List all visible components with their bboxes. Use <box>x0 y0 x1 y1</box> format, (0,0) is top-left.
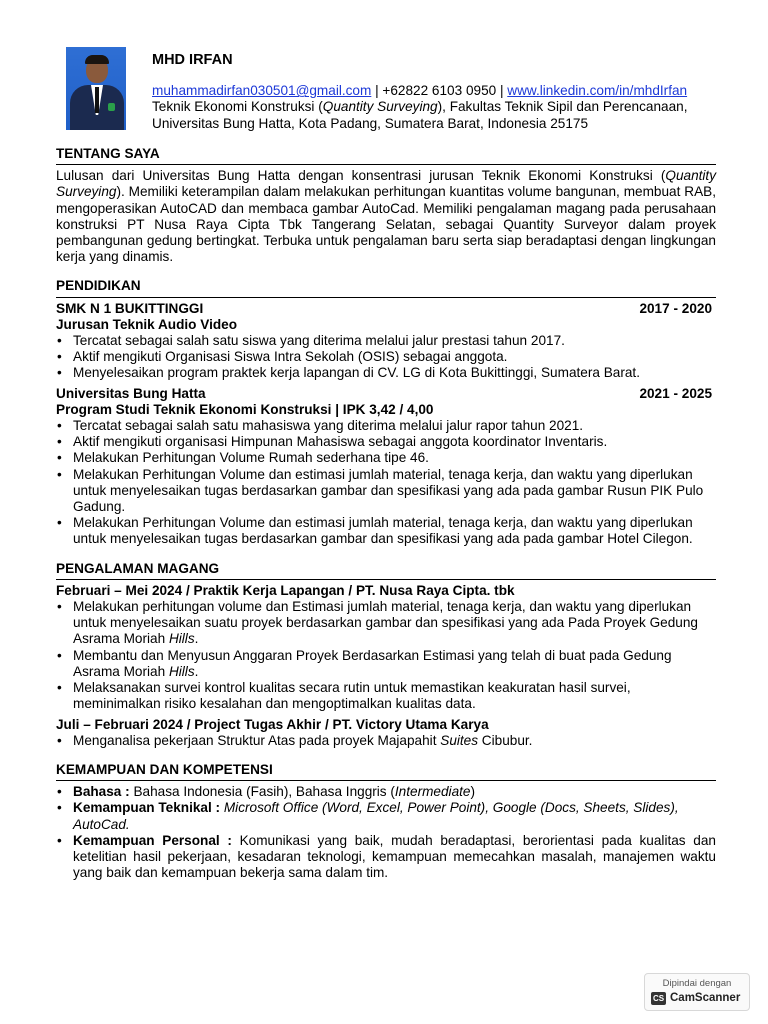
list-item: • Kemampuan Personal : Komunikasi yang baik, mudah beradaptasi, berorientasi pada kualitas dan ketelitian hasil pekerjaan, kesadaran teknologi, kemampuan memecahkan masalah, manajemen waktu yang baik dan kemampuan bekerja sama dalam tim. <box>56 833 716 882</box>
job-bullets <box>56 599 716 712</box>
list-item: • Menganalisa pekerjaan Struktur Atas pada proyek Majapahit Suites Cibubur. <box>56 733 716 749</box>
scanned-by-text: Dipindai dengan <box>662 978 732 989</box>
phone-text: | +62822 6103 0950 | <box>371 83 508 99</box>
list-item: • Melaksanakan survei kontrol kualitas secara rutin untuk memastikan keakuratan hasil survei, meminimalkan risiko kesalahan dan mengoptimalkan kualitas data. <box>56 680 716 712</box>
school-bullets <box>56 333 716 382</box>
list-item: • Melakukan Perhitungan Volume Rumah sederhana tipe 46. <box>56 450 716 466</box>
camscanner-icon: CS <box>652 994 665 1003</box>
school-row <box>56 301 716 317</box>
section-title-about: TENTANG SAYA <box>56 146 716 165</box>
address-line: Universitas Bung Hatta, Kota Padang, Sumatera Barat, Indonesia 25175 <box>152 115 589 131</box>
profile-photo <box>66 47 126 130</box>
list-item: • Aktif mengikuti Organisasi Siswa Intra Sekolah (OSIS) sebagai anggota. <box>56 349 716 365</box>
list-item: • Kemampuan Teknikal : Microsoft Office (Word, Excel, Power Point), Google (Docs, Sheets, Slides), AutoCad. <box>56 800 716 832</box>
camscanner-watermark <box>644 973 750 1011</box>
email-link[interactable]: muhammadirfan030501@gmail.com <box>152 83 372 99</box>
list-item: • Bahasa : Bahasa Indonesia (Fasih), Bahasa Inggris (Intermediate) <box>56 784 716 800</box>
person-name: MHD IRFAN <box>152 52 233 68</box>
list-item: • Melakukan Perhitungan Volume dan estimasi jumlah material, tenaga kerja, dan waktu yang diperlukan untuk menyelesaikan tugas berdasarkan gambar dan spesifikasi yang ada pada gambar Rusun PIK Pulo Gadung. <box>56 467 716 516</box>
camscanner-name: CamScanner <box>670 992 741 1004</box>
list-item: • Tercatat sebagai salah satu mahasiswa yang diterima melalui jalur rapor tahun 2021. <box>56 418 716 434</box>
about-paragraph: Lulusan dari Universitas Bung Hatta dengan konsentrasi jurusan Teknik Ekonomi Konstruksi (Quantity Surveying). Memiliki keterampilan dalam melakukan perhitungan kuantitas volume bangunan, membuat RAB, mengoperasikan AutoCAD dan membaca gambar AutoCad. Memiliki pengalaman magang pada perusahaan konstruksi PT Nusa Raya Cipta Tbk Tangerang Selatan, sebagai Quantity Surveyor dalam proyek pembangunan gedung bertingkat. Terbuka untuk pengalaman baru serta siap beradaptasi dengan lingkungan kerja yang dinamis. <box>56 168 716 265</box>
contact-line <box>152 83 687 99</box>
school-major: Program Studi Teknik Ekonomi Konstruksi | IPK 3,42 / 4,00 <box>56 401 434 417</box>
section-title-skills: KEMAMPUAN DAN KOMPETENSI <box>56 762 716 781</box>
school-row <box>56 386 716 402</box>
school-years: 2021 - 2025 <box>639 385 712 401</box>
resume-body <box>56 146 716 881</box>
job-heading: Juli – Februari 2024 / Project Tugas Akhir / PT. Victory Utama Karya <box>56 716 489 732</box>
study-line: Teknik Ekonomi Konstruksi (Quantity Surveying), Fakultas Teknik Sipil dan Perencanaan, <box>152 99 688 115</box>
job-heading: Februari – Mei 2024 / Praktik Kerja Lapangan / PT. Nusa Raya Cipta. tbk <box>56 582 515 598</box>
contact-header <box>152 52 687 132</box>
school-name: SMK N 1 BUKITTINGGI <box>56 300 204 316</box>
list-item: • Melakukan perhitungan volume dan Estimasi jumlah material, tenaga kerja, dan waktu yang diperlukan untuk menyelesaikan suatu proyek berdasarkan gambar dan spesifikasi yang ada Pada Proyek Gedung Asrama Moriah Hills. <box>56 599 716 648</box>
school-major: Jurusan Teknik Audio Video <box>56 316 238 332</box>
school-name: Universitas Bung Hatta <box>56 385 206 401</box>
school-years: 2017 - 2020 <box>639 300 712 316</box>
list-item: • Melakukan Perhitungan Volume dan estimasi jumlah material, tenaga kerja, dan waktu yang diperlukan untuk menyelesaikan tugas berdasarkan gambar dan spesifikasi yang ada pada gambar Hotel Cilegon. <box>56 515 716 547</box>
list-item: • Membantu dan Menyusun Anggaran Proyek Berdasarkan Estimasi yang telah di buat pada Gedung Asrama Moriah Hills. <box>56 648 716 680</box>
section-title-internship: PENGALAMAN MAGANG <box>56 561 716 580</box>
job-bullets <box>56 733 716 749</box>
linkedin-link[interactable]: www.linkedin.com/in/mhdIrfan <box>507 83 688 99</box>
skills-bullets <box>56 784 716 881</box>
list-item: • Menyelesaikan program praktek kerja lapangan di CV. LG di Kota Bukittinggi, Sumatera Barat. <box>56 365 716 381</box>
school-bullets <box>56 418 716 548</box>
list-item: • Aktif mengikuti organisasi Himpunan Mahasiswa sebagai anggota koordinator Inventaris. <box>56 434 716 450</box>
list-item: • Tercatat sebagai salah satu siswa yang diterima melalui jalur prestasi tahun 2017. <box>56 333 716 349</box>
section-title-education: PENDIDIKAN <box>56 278 716 297</box>
